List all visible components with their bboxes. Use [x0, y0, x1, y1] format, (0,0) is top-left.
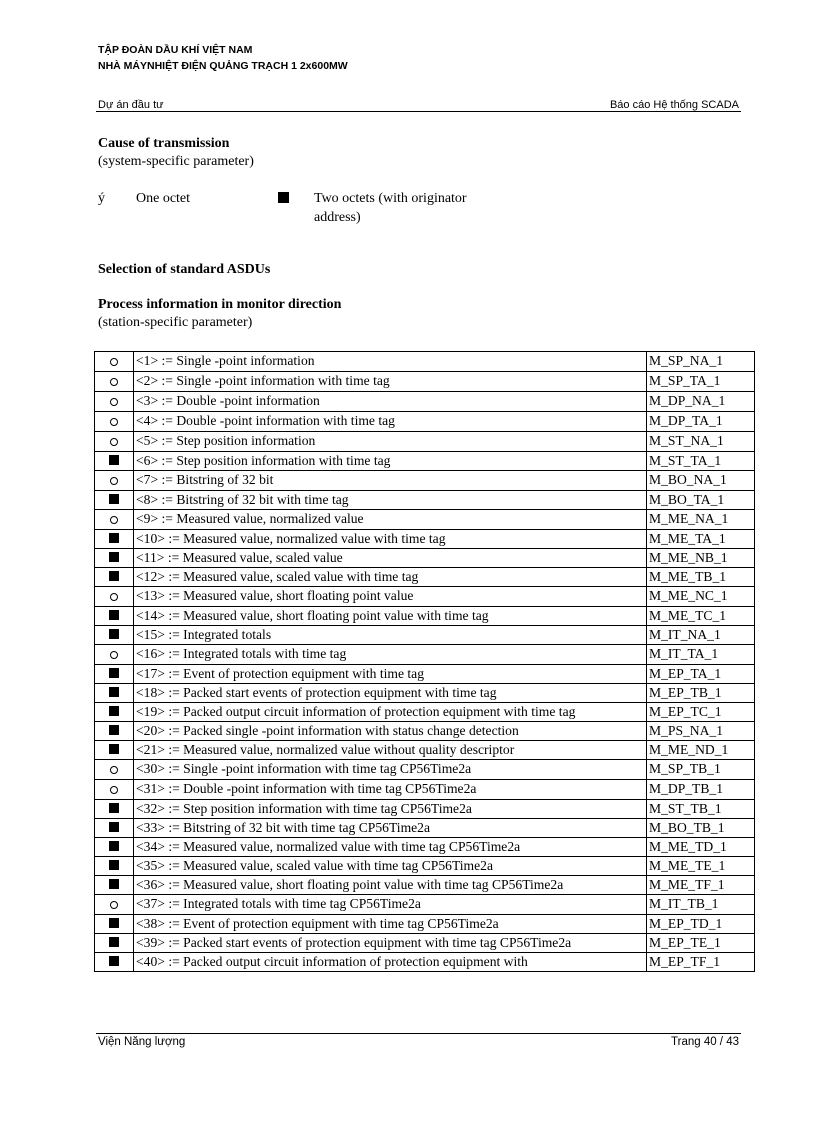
filled-square-icon: [109, 937, 119, 947]
row-description: <5> := Step position information: [134, 432, 647, 452]
filled-square-icon: [278, 190, 289, 208]
row-description: <14> := Measured value, short floating point value with time tag: [134, 607, 647, 626]
circle-icon: [110, 438, 118, 446]
row-code: M_ME_TE_1: [647, 857, 755, 876]
row-description: <32> := Step position information with time tag CP56Time2a: [134, 800, 647, 819]
row-mark: [95, 876, 134, 895]
row-mark: [95, 491, 134, 510]
row-mark: [95, 780, 134, 800]
row-mark: [95, 665, 134, 684]
row-description: <6> := Step position information with time tag: [134, 452, 647, 471]
row-code: M_PS_NA_1: [647, 722, 755, 741]
row-code: M_EP_TB_1: [647, 684, 755, 703]
filled-square-icon: [109, 822, 119, 832]
row-mark: [95, 684, 134, 703]
row-code: M_EP_TA_1: [647, 665, 755, 684]
row-code: M_ME_TB_1: [647, 568, 755, 587]
row-mark: [95, 471, 134, 491]
row-code: M_ME_TC_1: [647, 607, 755, 626]
row-mark: [95, 372, 134, 392]
header-rule: [96, 111, 741, 112]
process-param: (station-specific parameter): [98, 315, 253, 330]
org-name: TẬP ĐOÀN DẦU KHÍ VIỆT NAM: [98, 44, 253, 56]
row-description: <4> := Double -point information with time tag: [134, 412, 647, 432]
table-row: [95, 800, 755, 819]
row-description: <13> := Measured value, short floating point value: [134, 587, 647, 607]
project-label: Dự án đầu tư: [98, 99, 164, 111]
filled-square-icon: [109, 879, 119, 889]
filled-square-icon: [109, 744, 119, 754]
table-row: [95, 819, 755, 838]
table-row: [95, 392, 755, 412]
row-description: <7> := Bitstring of 32 bit: [134, 471, 647, 491]
row-code: M_ST_TB_1: [647, 800, 755, 819]
row-code: M_BO_NA_1: [647, 471, 755, 491]
row-description: <10> := Measured value, normalized value with time tag: [134, 530, 647, 549]
row-mark: [95, 953, 134, 972]
filled-square-icon: [109, 610, 119, 620]
row-code: M_ME_NB_1: [647, 549, 755, 568]
footer-rule: [96, 1033, 741, 1034]
table-row: [95, 412, 755, 432]
row-description: <17> := Event of protection equipment with time tag: [134, 665, 647, 684]
plant-name: NHÀ MÁYNHIỆT ĐIỆN QUẢNG TRẠCH 1 2x600MW: [98, 60, 348, 72]
row-description: <11> := Measured value, scaled value: [134, 549, 647, 568]
row-code: M_ME_TA_1: [647, 530, 755, 549]
row-code: M_DP_TA_1: [647, 412, 755, 432]
filled-square-icon: [109, 455, 119, 465]
row-mark: [95, 645, 134, 665]
footer-org: Viện Năng lượng: [98, 1036, 186, 1048]
table-row: [95, 626, 755, 645]
option-two-octets-cont: address): [314, 210, 361, 225]
row-description: <12> := Measured value, scaled value with time tag: [134, 568, 647, 587]
row-mark: [95, 741, 134, 760]
row-code: M_IT_TA_1: [647, 645, 755, 665]
row-description: <37> := Integrated totals with time tag CP56Time2a: [134, 895, 647, 915]
row-code: M_ME_TD_1: [647, 838, 755, 857]
table-row: [95, 372, 755, 392]
row-code: M_ME_ND_1: [647, 741, 755, 760]
circle-icon: [110, 418, 118, 426]
row-mark: [95, 722, 134, 741]
cause-title: Cause of transmission: [98, 136, 230, 151]
row-mark: [95, 626, 134, 645]
filled-square-icon: [109, 571, 119, 581]
row-code: M_SP_NA_1: [647, 352, 755, 372]
circle-icon: [110, 651, 118, 659]
filled-square-icon: [109, 629, 119, 639]
selection-title: Selection of standard ASDUs: [98, 262, 271, 277]
filled-square-icon: [109, 803, 119, 813]
row-code: M_BO_TB_1: [647, 819, 755, 838]
row-description: <36> := Measured value, short floating point value with time tag CP56Time2a: [134, 876, 647, 895]
table-row: [95, 722, 755, 741]
table-row: [95, 760, 755, 780]
row-description: <21> := Measured value, normalized value without quality descriptor: [134, 741, 647, 760]
row-code: M_BO_TA_1: [647, 491, 755, 510]
table-row: [95, 780, 755, 800]
circle-icon: [110, 593, 118, 601]
table-row: [95, 857, 755, 876]
table-row: [95, 934, 755, 953]
table-row: [95, 684, 755, 703]
row-code: M_SP_TA_1: [647, 372, 755, 392]
page-number: Trang 40 / 43: [671, 1036, 739, 1048]
row-mark: [95, 568, 134, 587]
table-row: [95, 352, 755, 372]
row-mark: [95, 895, 134, 915]
filled-square-icon: [109, 494, 119, 504]
row-mark: [95, 452, 134, 471]
table-row: [95, 665, 755, 684]
row-mark: [95, 549, 134, 568]
row-code: M_ME_NA_1: [647, 510, 755, 530]
row-mark: [95, 838, 134, 857]
row-description: <33> := Bitstring of 32 bit with time tag CP56Time2a: [134, 819, 647, 838]
row-description: <18> := Packed start events of protection equipment with time tag: [134, 684, 647, 703]
row-code: M_EP_TD_1: [647, 915, 755, 934]
table-row: [95, 607, 755, 626]
row-description: <31> := Double -point information with time tag CP56Time2a: [134, 780, 647, 800]
row-mark: [95, 530, 134, 549]
circle-icon: [110, 766, 118, 774]
table-row: [95, 915, 755, 934]
filled-square-icon: [109, 956, 119, 966]
circle-icon: [110, 378, 118, 386]
circle-icon: [110, 358, 118, 366]
row-mark: [95, 352, 134, 372]
filled-square-icon: [109, 668, 119, 678]
table-row: [95, 953, 755, 972]
filled-square-icon: [109, 706, 119, 716]
cause-param: (system-specific parameter): [98, 154, 254, 169]
row-description: <9> := Measured value, normalized value: [134, 510, 647, 530]
option-mark: ý: [98, 191, 105, 206]
row-code: M_IT_TB_1: [647, 895, 755, 915]
asdu-table: [94, 351, 755, 972]
row-code: M_ST_TA_1: [647, 452, 755, 471]
row-code: M_EP_TC_1: [647, 703, 755, 722]
table-row: [95, 895, 755, 915]
row-mark: [95, 607, 134, 626]
row-description: <40> := Packed output circuit information of protection equipment with: [134, 953, 647, 972]
option-two-octets: Two octets (with originator: [314, 191, 467, 206]
row-code: M_EP_TE_1: [647, 934, 755, 953]
table-row: [95, 432, 755, 452]
row-mark: [95, 819, 134, 838]
table-row: [95, 471, 755, 491]
process-title: Process information in monitor direction: [98, 297, 342, 312]
row-mark: [95, 703, 134, 722]
row-mark: [95, 915, 134, 934]
table-row: [95, 530, 755, 549]
row-description: <8> := Bitstring of 32 bit with time tag: [134, 491, 647, 510]
table-row: [95, 587, 755, 607]
row-code: M_IT_NA_1: [647, 626, 755, 645]
filled-square-icon: [109, 918, 119, 928]
filled-square-icon: [109, 687, 119, 697]
table-row: [95, 703, 755, 722]
row-mark: [95, 392, 134, 412]
row-code: M_ST_NA_1: [647, 432, 755, 452]
row-code: M_EP_TF_1: [647, 953, 755, 972]
row-description: <20> := Packed single -point information with status change detection: [134, 722, 647, 741]
table-row: [95, 741, 755, 760]
filled-square-icon: [109, 533, 119, 543]
filled-square-icon: [109, 841, 119, 851]
table-row: [95, 838, 755, 857]
row-description: <19> := Packed output circuit information of protection equipment with time tag: [134, 703, 647, 722]
row-code: M_SP_TB_1: [647, 760, 755, 780]
table-row: [95, 510, 755, 530]
row-code: M_DP_NA_1: [647, 392, 755, 412]
table-row: [95, 452, 755, 471]
row-code: M_ME_NC_1: [647, 587, 755, 607]
table-row: [95, 645, 755, 665]
row-description: <16> := Integrated totals with time tag: [134, 645, 647, 665]
row-description: <30> := Single -point information with time tag CP56Time2a: [134, 760, 647, 780]
row-mark: [95, 760, 134, 780]
row-mark: [95, 510, 134, 530]
table-row: [95, 549, 755, 568]
row-description: <15> := Integrated totals: [134, 626, 647, 645]
report-label: Báo cáo Hệ thống SCADA: [609, 99, 739, 111]
circle-icon: [110, 901, 118, 909]
table-row: [95, 568, 755, 587]
row-description: <39> := Packed start events of protection equipment with time tag CP56Time2a: [134, 934, 647, 953]
row-mark: [95, 412, 134, 432]
row-mark: [95, 857, 134, 876]
row-code: M_ME_TF_1: [647, 876, 755, 895]
filled-square-icon: [109, 552, 119, 562]
row-description: <1> := Single -point information: [134, 352, 647, 372]
filled-square-icon: [109, 725, 119, 735]
row-description: <38> := Event of protection equipment with time tag CP56Time2a: [134, 915, 647, 934]
row-description: <34> := Measured value, normalized value with time tag CP56Time2a: [134, 838, 647, 857]
row-mark: [95, 587, 134, 607]
row-description: <35> := Measured value, scaled value with time tag CP56Time2a: [134, 857, 647, 876]
row-description: <2> := Single -point information with time tag: [134, 372, 647, 392]
row-mark: [95, 432, 134, 452]
circle-icon: [110, 516, 118, 524]
table-row: [95, 491, 755, 510]
circle-icon: [110, 398, 118, 406]
row-mark: [95, 800, 134, 819]
row-code: M_DP_TB_1: [647, 780, 755, 800]
row-description: <3> := Double -point information: [134, 392, 647, 412]
circle-icon: [110, 477, 118, 485]
filled-square-icon: [109, 860, 119, 870]
option-one-octet: One octet: [136, 191, 191, 206]
table-row: [95, 876, 755, 895]
row-mark: [95, 934, 134, 953]
circle-icon: [110, 786, 118, 794]
